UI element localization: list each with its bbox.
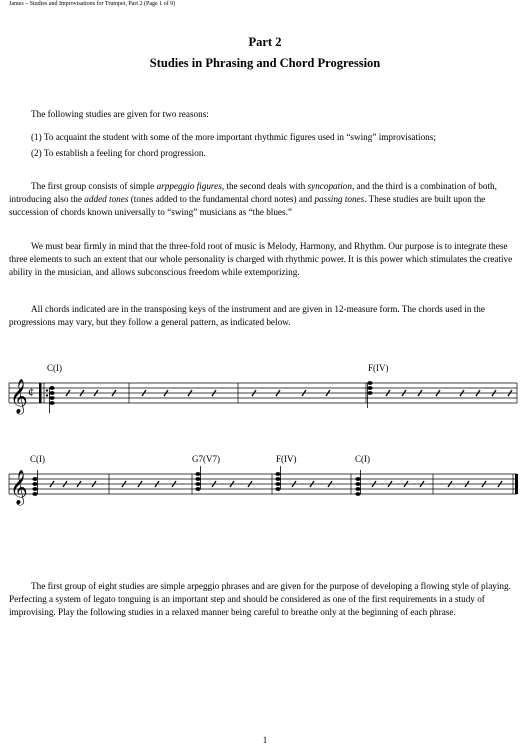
- intro-paragraph: The following studies are given for two reasons:: [31, 109, 209, 119]
- section-title: Studies in Phrasing and Chord Progression: [149, 56, 381, 70]
- page-header: James – Studies and Improvisations for Trumpet, Part 2 (Page 1 of 9): [9, 1, 176, 7]
- chord-notes-icon: [195, 466, 200, 491]
- chord-label: F(IV): [276, 454, 297, 464]
- chord-label: G7(V7): [192, 454, 220, 464]
- chord-staff-two: [0, 452, 530, 512]
- treble-clef-icon: 𝄞: [10, 380, 28, 413]
- first-group-paragraph: The first group of eight studies are simple arpeggio phrases and are given for the purpose of developing a flowing style of playing. Perfecting a system of legato tonguing is an important step and should be considered as one of the first requirements in a study of improvising. Play the following studies in a relaxed manner being careful to breathe only at the beginning of each phrase.: [9, 581, 511, 617]
- chord-notes-icon: [49, 386, 54, 413]
- chord-label: C(I): [355, 454, 370, 464]
- chord-label: C(I): [30, 454, 45, 464]
- chord-label: C(I): [47, 363, 62, 373]
- groups-paragraph: The first group consists of simple arppeggio figures, the second deals with syncopation, and the third is a combination of both, introducing also the added tones (tones added to the fundamental chord notes) and passing tones. These studies are built upon the succession of chords known universally to “swing” musicians as “the blues.”: [9, 181, 497, 217]
- chord-staff-one: [0, 360, 530, 420]
- chord-label: F(IV): [368, 363, 389, 373]
- chord-notes-icon: [367, 381, 372, 408]
- music-roots-paragraph: We must bear firmly in mind that the three-fold root of music is Melody, Harmony, and Rhythm. Our purpose is to integrate these three elements to such an extent that our whole personality is charged with rhythmic power. It is this power which stimulates the creative ability in the musician, and allows subconscious freedom while extemporizing.: [9, 241, 513, 277]
- chords-paragraph: All chords indicated are in the transposing keys of the instrument and are given in 12-measure form. The chords used in the progressions may vary, but they follow a general pattern, as indicated below.: [9, 304, 485, 327]
- page-number: 1: [262, 735, 268, 745]
- reason-two: (2) To establish a feeling for chord progression.: [31, 148, 206, 158]
- reason-one: (1) To acquaint the student with some of the more important rhythmic figures used in “swing” improvisations;: [31, 132, 436, 142]
- part-title: Part 2: [248, 35, 282, 49]
- chord-notes-icon: [275, 466, 280, 491]
- treble-clef-icon: 𝄞: [10, 471, 28, 504]
- common-time-icon: ¢: [28, 385, 34, 399]
